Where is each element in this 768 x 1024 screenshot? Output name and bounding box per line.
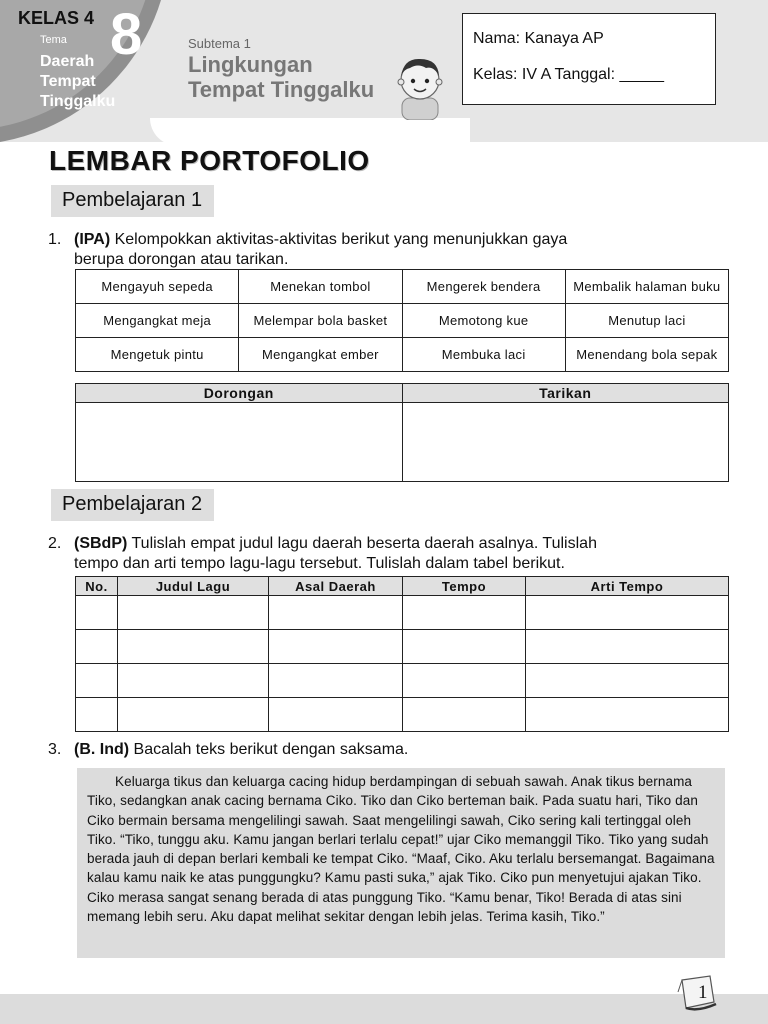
- table-row: [76, 304, 729, 338]
- table-header-row: [76, 384, 729, 403]
- answer-cell[interactable]: [118, 698, 269, 732]
- table-header-row: [76, 577, 729, 596]
- question-2-number: 2.: [48, 535, 62, 552]
- asal-daerah-header: Asal Daerah: [269, 577, 403, 596]
- answer-cell[interactable]: [76, 596, 118, 630]
- activity-cell: Melempar bola basket: [239, 304, 402, 338]
- answer-cell[interactable]: [269, 630, 403, 664]
- tarikan-header: Tarikan: [402, 384, 729, 403]
- question-3-text: Bacalah teks berikut dengan saksama.: [129, 741, 409, 758]
- tema-label: Tema: [40, 34, 67, 46]
- page-number-badge: [676, 972, 722, 1012]
- activity-cell: Mengetuk pintu: [76, 338, 239, 372]
- boy-mascot-icon: [392, 54, 448, 120]
- answer-cell[interactable]: [403, 596, 526, 630]
- activity-cell: Mengayuh sepeda: [76, 270, 239, 304]
- table-row: [76, 403, 729, 482]
- answer-cell[interactable]: [269, 698, 403, 732]
- student-id-box: [462, 13, 716, 105]
- kelas-label: KELAS 4: [18, 8, 95, 28]
- arti-tempo-header: Arti Tempo: [526, 577, 729, 596]
- subtema-label: Subtema 1: [188, 36, 251, 51]
- question-1-text: Kelompokkan aktivitas-aktivitas berikut yang menunjukkan gaya: [110, 231, 568, 248]
- answer-cell[interactable]: [403, 630, 526, 664]
- activity-cell: Membuka laci: [402, 338, 565, 372]
- reading-passage-box: [77, 768, 725, 958]
- lagu-daerah-table: [75, 576, 729, 732]
- activity-cell: Menutup laci: [565, 304, 728, 338]
- table-row: [76, 270, 729, 304]
- question-1-subject: (IPA): [74, 231, 111, 248]
- activity-cell: Memotong kue: [402, 304, 565, 338]
- judul-lagu-header: Judul Lagu: [118, 577, 269, 596]
- footer-band: [0, 994, 768, 1024]
- answer-cell[interactable]: [526, 698, 729, 732]
- answer-cell[interactable]: [118, 630, 269, 664]
- dorongan-answer-cell[interactable]: [76, 403, 403, 482]
- table-row: [76, 630, 729, 664]
- answer-cell[interactable]: [269, 596, 403, 630]
- header-wave: [150, 118, 470, 146]
- answer-cell[interactable]: [526, 596, 729, 630]
- page-number: 1: [698, 982, 708, 1003]
- answer-cell[interactable]: [526, 630, 729, 664]
- answer-cell[interactable]: [118, 664, 269, 698]
- reading-passage: Keluarga tikus dan keluarga cacing hidup berdampingan di sebuah sawah. Anak tikus bernama Tiko, sedangkan anak cacing bernama Ciko. Tiko dan Ciko berteman baik. Pada suatu hari, Tiko dan Ciko bermain bersama mengelilingi sawah. Saat mengelilingi sawah, Ciko sering kali tertinggal oleh Tiko. “Tiko, tunggu aku. Kamu jangan berlari terlalu cepat!” ujar Ciko memanggil Tiko. Tiko yang sudah berada jauh di depan berlari kembali ke tempat Ciko. “Maaf, Ciko. Aku terlalu bersemangat. Bagaimana kalau kamu naik ke atas punggungku? Kamu pasti suka,” ajak Tiko. Ciko pun menyetujui ajakan Tiko. Ciko merasa sangat senang berada di atas punggung Tiko. “Kamu benar, Tiko! Berada di atas sini memang lebih seru. Aku dapat melihat sekitar dengan lebih jelas. Terima kasih, Tiko.”: [87, 774, 715, 925]
- activity-cell: Mengerek bendera: [402, 270, 565, 304]
- pembelajaran-1-heading: Pembelajaran 1: [51, 185, 214, 217]
- question-2-text-line2: tempo dan arti tempo lagu-lagu tersebut. Tulislah dalam tabel berikut.: [74, 555, 565, 572]
- activity-cell: Membalik halaman buku: [565, 270, 728, 304]
- no-header: No.: [76, 577, 118, 596]
- question-2-text: Tulislah empat judul lagu daerah beserta daerah asalnya. Tulislah: [127, 535, 597, 552]
- question-1-number: 1.: [48, 231, 62, 248]
- tema-name: Daerah Tempat Tinggalku: [40, 53, 116, 110]
- answer-cell[interactable]: [269, 664, 403, 698]
- activity-cell: Menekan tombol: [239, 270, 402, 304]
- question-2-subject: (SBdP): [74, 535, 128, 552]
- kelas-tanggal-field: Kelas: IV A Tanggal: _____: [473, 66, 664, 83]
- table-row: [76, 338, 729, 372]
- answer-cell[interactable]: [76, 664, 118, 698]
- dorongan-header: Dorongan: [76, 384, 403, 403]
- tarikan-answer-cell[interactable]: [402, 403, 729, 482]
- nama-field: Nama: Kanaya AP: [473, 30, 604, 47]
- answer-cell[interactable]: [403, 698, 526, 732]
- table-row: [76, 664, 729, 698]
- answer-cell[interactable]: [403, 664, 526, 698]
- question-1-text-line2: berupa dorongan atau tarikan.: [74, 251, 289, 268]
- activity-cell: Mengangkat meja: [76, 304, 239, 338]
- table-row: [76, 596, 729, 630]
- question-3-number: 3.: [48, 741, 62, 758]
- subtema-name: Lingkungan Tempat Tinggalku: [188, 52, 375, 102]
- table-row: [76, 698, 729, 732]
- answer-cell[interactable]: [526, 664, 729, 698]
- answer-cell[interactable]: [76, 630, 118, 664]
- pembelajaran-2-heading: Pembelajaran 2: [51, 489, 214, 521]
- tema-number: 8: [110, 2, 143, 67]
- question-3-subject: (B. Ind): [74, 741, 130, 758]
- activity-cell: Mengangkat ember: [239, 338, 402, 372]
- answer-cell[interactable]: [118, 596, 269, 630]
- tempo-header: Tempo: [403, 577, 526, 596]
- page-title: LEMBAR PORTOFOLIO: [49, 145, 370, 176]
- dorongan-tarikan-table: [75, 383, 729, 482]
- answer-cell[interactable]: [76, 698, 118, 732]
- activity-cell: Menendang bola sepak: [565, 338, 728, 372]
- activities-table: [75, 269, 729, 372]
